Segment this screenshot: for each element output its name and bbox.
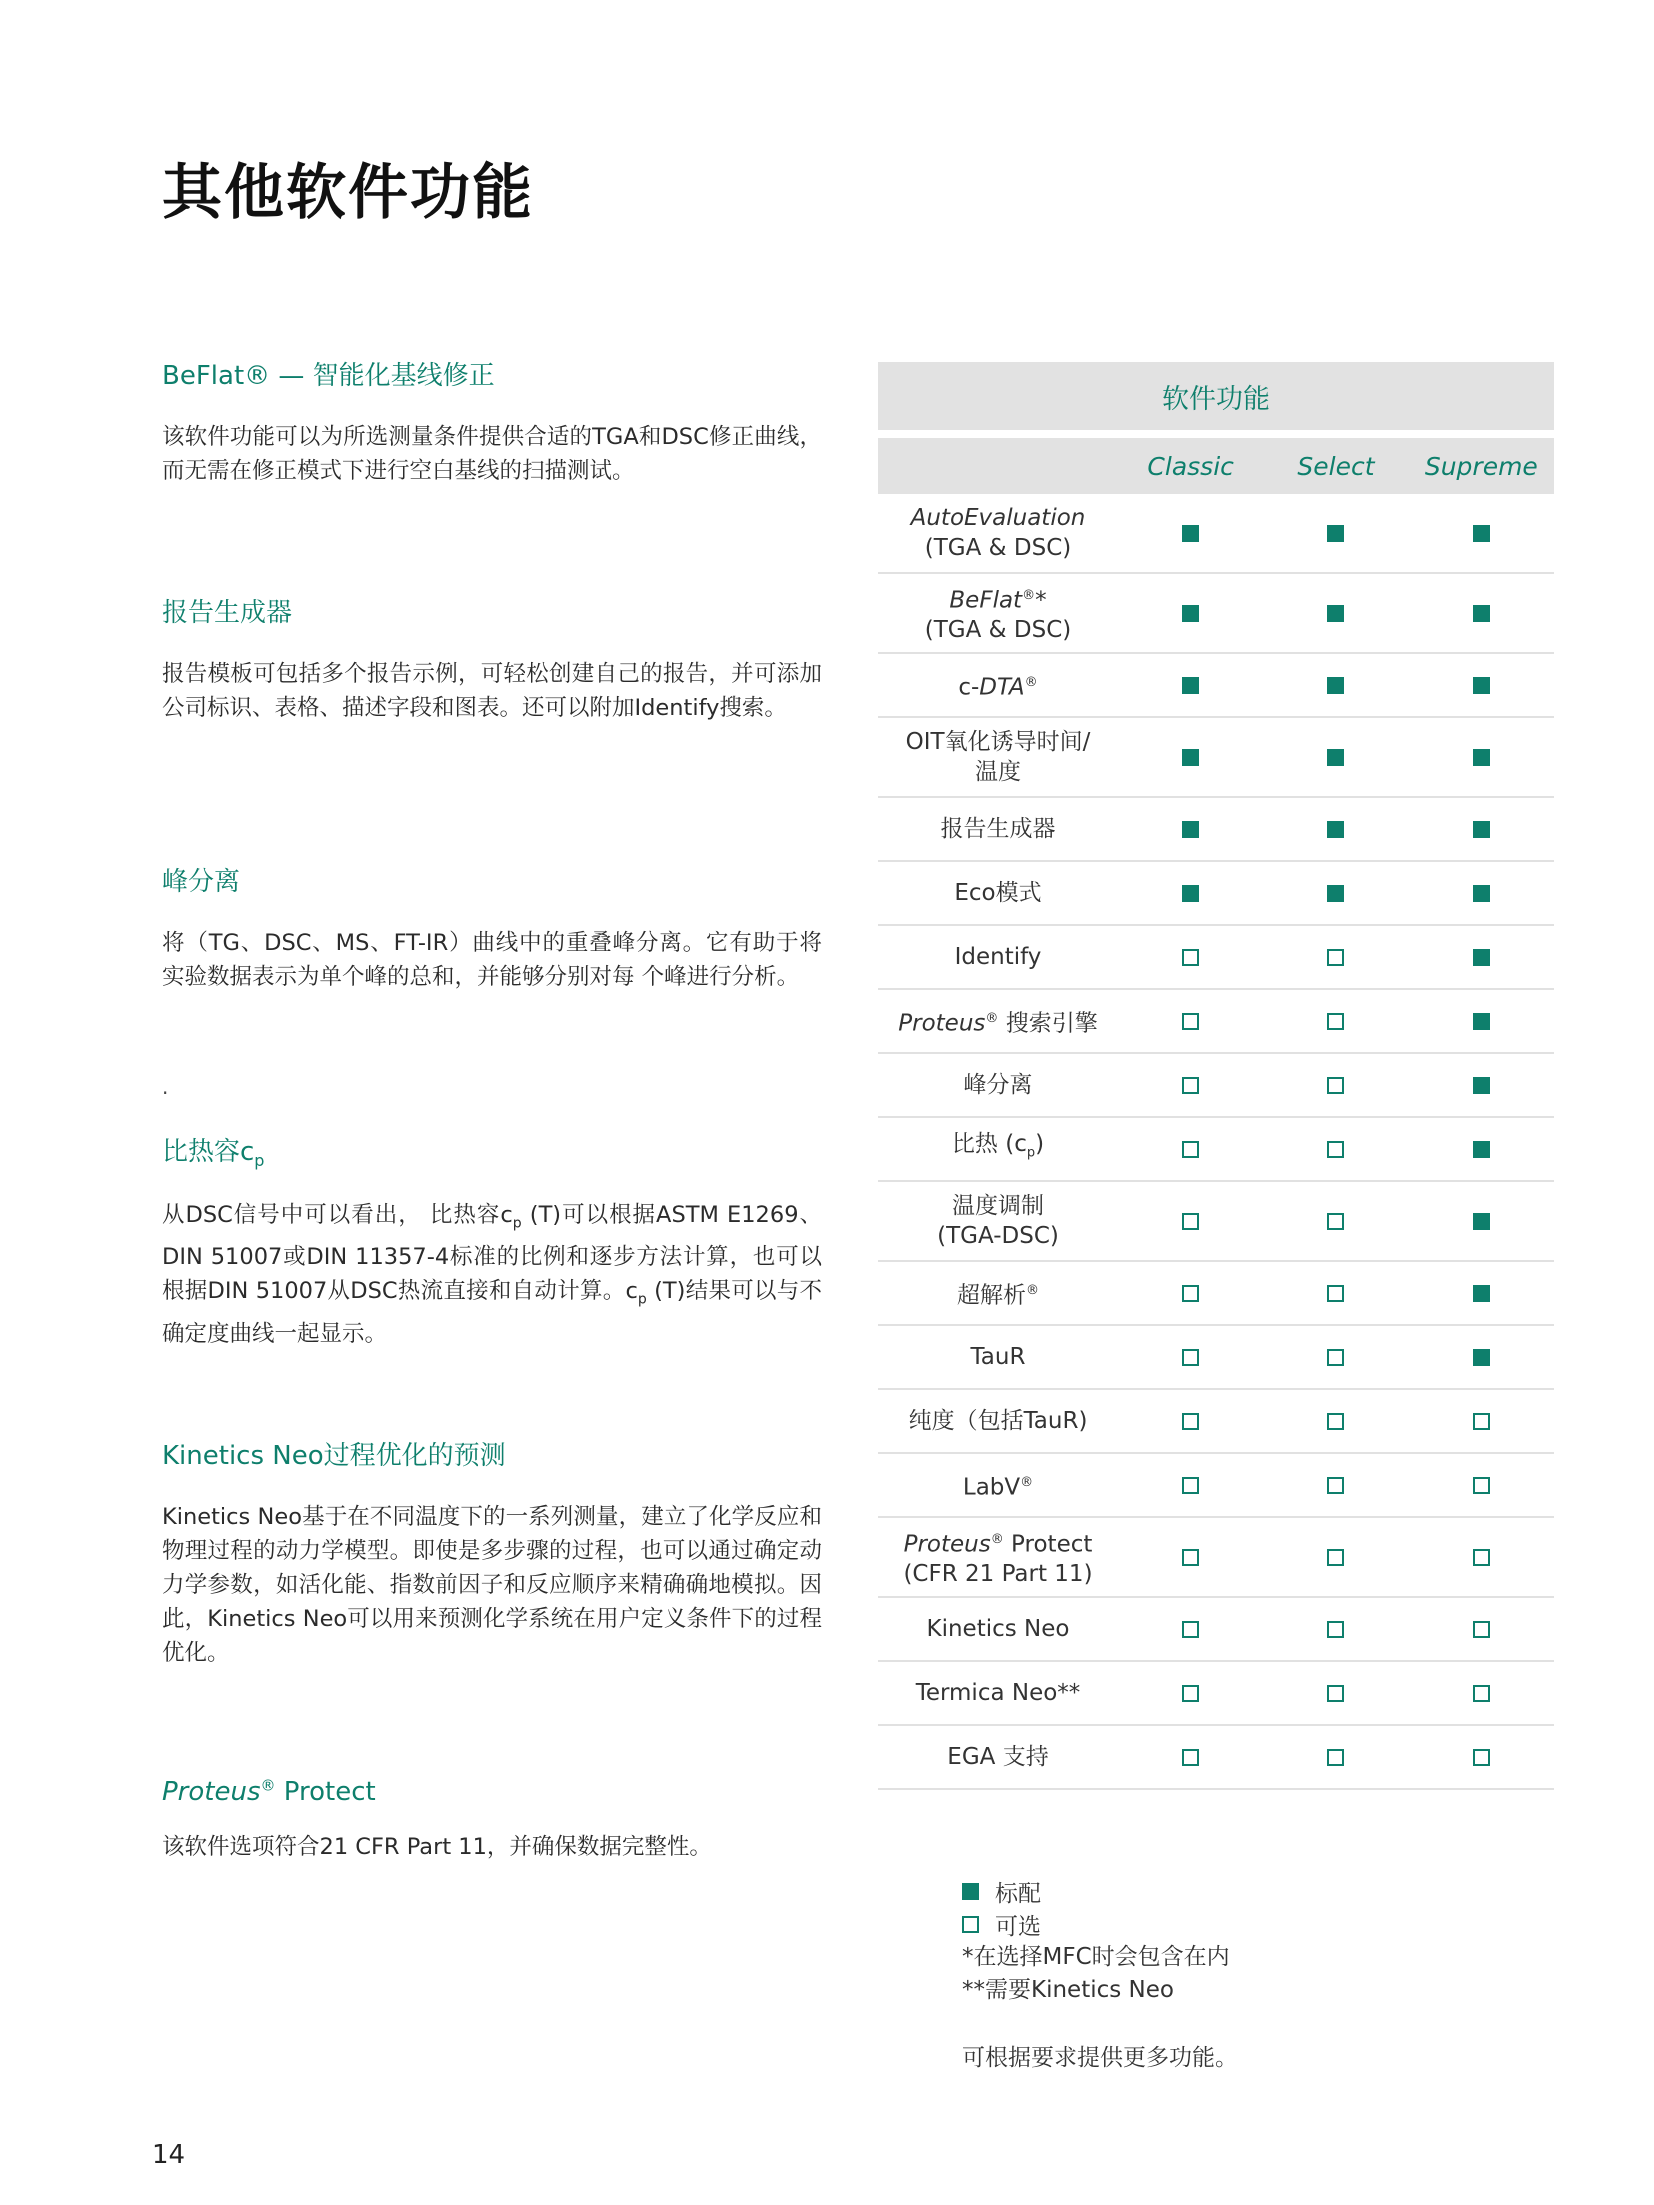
- filled-square-icon: [1473, 677, 1490, 694]
- table-row: [878, 1598, 1554, 1662]
- availability-cell: [1118, 1413, 1263, 1430]
- feature-label-part: OIT氧化诱导时间/: [905, 729, 1091, 755]
- feature-label-line: (TGA & DSC): [924, 617, 1072, 644]
- availability-cell: [1409, 1685, 1554, 1702]
- empty-square-icon: [1182, 1013, 1199, 1030]
- availability-cell: [1263, 1685, 1408, 1702]
- empty-square-icon: [1182, 1285, 1199, 1302]
- availability-cell: [1118, 1749, 1263, 1766]
- feature-label: [878, 1191, 1118, 1251]
- feature-label-line: [878, 503, 1118, 533]
- filled-square-icon: [1327, 677, 1344, 694]
- empty-square-icon: [1182, 1349, 1199, 1366]
- filled-square-icon: [1327, 749, 1344, 766]
- section-body: [162, 1198, 822, 1351]
- empty-square-icon: [1327, 1549, 1344, 1566]
- availability-cell: [1118, 821, 1263, 838]
- filled-square-icon: [1473, 1213, 1490, 1230]
- feature-label: [878, 1276, 1118, 1311]
- body-part-a: 从DSC信号中可以看出， 比热容c: [162, 1201, 513, 1228]
- feature-label-part: EGA 支持: [947, 1744, 1049, 1770]
- empty-square-icon: [1473, 1413, 1490, 1430]
- feature-label-line: [878, 1276, 1118, 1311]
- availability-cell: [1409, 1013, 1554, 1030]
- heading-sub: p: [254, 1151, 265, 1171]
- empty-square-icon: [1327, 1685, 1344, 1702]
- body-part-c: (T)结果可以与不确定度曲线一起显示。: [162, 1278, 822, 1347]
- availability-cell: [1118, 949, 1263, 966]
- availability-cell: [1409, 949, 1554, 966]
- empty-square-icon: [1182, 1141, 1199, 1158]
- filled-square-icon: [1182, 821, 1199, 838]
- table-row: [878, 1118, 1554, 1182]
- feature-label: [878, 1742, 1118, 1772]
- feature-label: [878, 1614, 1118, 1644]
- availability-cell: [1263, 677, 1408, 694]
- table-row: [878, 1182, 1554, 1262]
- body-sub-1: p: [512, 1215, 522, 1232]
- availability-cell: [1263, 1621, 1408, 1638]
- section-body: 将（TG、DSC、MS、FT-IR）曲线中的重叠峰分离。它有助于将实验数据表示为单个峰的总和，并能够分别对每 个峰进行分析。: [162, 929, 822, 990]
- empty-square-icon: [1182, 1749, 1199, 1766]
- feature-label-part: ®: [1020, 1474, 1034, 1490]
- table-row: [878, 654, 1554, 718]
- stray-dot: .: [162, 1075, 169, 1099]
- feature-label-part: ): [1035, 1131, 1045, 1158]
- feature-label-part: Eco模式: [954, 880, 1042, 906]
- section-heading: [162, 1136, 822, 1172]
- availability-cell: [1118, 1621, 1263, 1638]
- section-report-generator: [162, 597, 822, 725]
- empty-square-icon: [1473, 1749, 1490, 1766]
- feature-label-part: Kinetics Neo: [926, 1616, 1070, 1642]
- feature-label-part: DTA: [979, 674, 1025, 701]
- availability-cell: [1263, 1013, 1408, 1030]
- empty-square-icon: [1327, 1621, 1344, 1638]
- availability-cell: [1263, 949, 1408, 966]
- page-title: 其他软件功能: [162, 158, 534, 228]
- feature-label-part: Proteus: [903, 1531, 991, 1558]
- legend-more-features: 可根据要求提供更多功能。: [962, 2045, 1238, 2071]
- filled-square-icon: [1473, 885, 1490, 902]
- table-row: [878, 1662, 1554, 1726]
- feature-label: [878, 1070, 1118, 1100]
- section-heading: 报告生成器: [162, 598, 293, 628]
- availability-cell: [1263, 1077, 1408, 1094]
- availability-cell: [1263, 1213, 1408, 1230]
- feature-label-part: 超解析: [957, 1282, 1026, 1309]
- feature-label-part: ®: [1026, 1282, 1039, 1298]
- table-row: [878, 718, 1554, 798]
- feature-label: [878, 878, 1118, 908]
- feature-label-line: [878, 727, 1118, 757]
- availability-cell: [1409, 1749, 1554, 1766]
- filled-square-icon: [962, 1883, 979, 1900]
- feature-label: [878, 1525, 1118, 1590]
- filled-square-icon: [1182, 605, 1199, 622]
- filled-square-icon: [1473, 1285, 1490, 1302]
- availability-cell: [1409, 1077, 1554, 1094]
- feature-label-line: (TGA-DSC): [937, 1223, 1059, 1249]
- availability-cell: [1409, 1349, 1554, 1366]
- body-sub-2: p: [637, 1291, 647, 1308]
- table-row: [878, 1726, 1554, 1790]
- body-part-b: (T)可以根据ASTM E1269、DIN 51007或DIN 11357-4标准的比例和逐步方法计算，也可以根据DIN 51007从DSC热流直接和自动计算。c: [162, 1201, 822, 1305]
- empty-square-icon: [1182, 1077, 1199, 1094]
- empty-square-icon: [1182, 949, 1199, 966]
- feature-label: [878, 581, 1118, 646]
- feature-label-part: p: [1026, 1145, 1036, 1161]
- filled-square-icon: [1473, 525, 1490, 542]
- filled-square-icon: [1473, 749, 1490, 766]
- heading-main: Proteus: [162, 1777, 261, 1807]
- empty-square-icon: [1182, 1413, 1199, 1430]
- availability-cell: [1118, 1213, 1263, 1230]
- column-header-select: Select: [1297, 451, 1375, 481]
- table-row: [878, 926, 1554, 990]
- legend: [962, 1875, 1238, 2072]
- availability-cell: [1263, 1285, 1408, 1302]
- feature-label-line: [878, 1614, 1118, 1644]
- column-header-supreme: Supreme: [1424, 451, 1538, 481]
- filled-square-icon: [1327, 885, 1344, 902]
- availability-cell: [1118, 1285, 1263, 1302]
- empty-square-icon: [1327, 1285, 1344, 1302]
- availability-cell: [1409, 885, 1554, 902]
- availability-cell: [1263, 821, 1408, 838]
- availability-cell: [1409, 677, 1554, 694]
- availability-cell: [1409, 1549, 1554, 1566]
- section-beflat: [162, 360, 822, 488]
- legend-optional: [962, 1908, 1238, 1941]
- feature-label-line: [878, 814, 1118, 844]
- feature-label-line: [878, 1742, 1118, 1772]
- filled-square-icon: [1473, 821, 1490, 838]
- feature-label-part: BeFlat: [949, 587, 1023, 614]
- empty-square-icon: [1327, 1413, 1344, 1430]
- feature-label-line: [878, 1525, 1118, 1560]
- feature-label-line: [878, 942, 1118, 972]
- feature-label-part: TauR: [970, 1344, 1026, 1370]
- availability-cell: [1409, 1413, 1554, 1430]
- feature-label: [878, 942, 1118, 972]
- empty-square-icon: [1182, 1213, 1199, 1230]
- filled-square-icon: [1473, 1077, 1490, 1094]
- availability-cell: [1118, 1549, 1263, 1566]
- feature-label-line: 温度: [975, 759, 1021, 785]
- empty-square-icon: [1327, 1213, 1344, 1230]
- table-row: [878, 574, 1554, 654]
- legend-standard: [962, 1875, 1238, 1908]
- section-heading: BeFlat® — 智能化基线修正: [162, 361, 495, 391]
- filled-square-icon: [1182, 525, 1199, 542]
- availability-cell: [1263, 1749, 1408, 1766]
- section-heading: Kinetics Neo过程优化的预测: [162, 1441, 506, 1471]
- filled-square-icon: [1182, 677, 1199, 694]
- feature-label: [878, 1406, 1118, 1436]
- availability-cell: [1118, 1013, 1263, 1030]
- section-kinetics-neo: [162, 1440, 822, 1670]
- feature-label-part: 比热 (c: [951, 1131, 1027, 1158]
- availability-cell: [1263, 1413, 1408, 1430]
- empty-square-icon: [1327, 1141, 1344, 1158]
- table-row: [878, 990, 1554, 1054]
- filled-square-icon: [1327, 605, 1344, 622]
- empty-square-icon: [1327, 1749, 1344, 1766]
- table-body: [878, 494, 1554, 1790]
- table-header: 软件功能: [878, 362, 1554, 430]
- feature-label: [878, 503, 1118, 563]
- empty-square-icon: [1182, 1685, 1199, 1702]
- legend-note-kinetics: **需要Kinetics Neo: [962, 1977, 1174, 2003]
- empty-square-icon: [962, 1916, 979, 1933]
- feature-label-part: 纯度（包括TauR): [908, 1408, 1088, 1434]
- feature-label: [878, 1678, 1118, 1708]
- availability-cell: [1409, 1141, 1554, 1158]
- table-row: [878, 1454, 1554, 1518]
- availability-cell: [1263, 1549, 1408, 1566]
- legend-note-mfc: *在选择MFC时会包含在内: [962, 1944, 1230, 1970]
- feature-label-part: 峰分离: [963, 1072, 1033, 1098]
- section-heading: 峰分离: [162, 867, 241, 897]
- section-body: 该软件功能可以为所选测量条件提供合适的TGA和DSC修正曲线，而无需在修正模式下进行空白基线的扫描测试。: [162, 423, 822, 484]
- feature-label-part: Termica Neo**: [915, 1680, 1081, 1706]
- feature-label-part: ®: [1024, 674, 1038, 690]
- availability-cell: [1118, 1685, 1263, 1702]
- legend-standard-label: 标配: [995, 1881, 1041, 1907]
- table-column-headers: [878, 438, 1554, 494]
- availability-cell: [1409, 1213, 1554, 1230]
- feature-label-line: [878, 1468, 1118, 1503]
- feature-label-line: [878, 878, 1118, 908]
- table-row: [878, 1390, 1554, 1454]
- empty-square-icon: [1182, 1549, 1199, 1566]
- availability-cell: [1118, 1141, 1263, 1158]
- availability-cell: [1118, 1077, 1263, 1094]
- feature-label-line: [878, 1129, 1118, 1169]
- empty-square-icon: [1327, 949, 1344, 966]
- availability-cell: [1409, 605, 1554, 622]
- empty-square-icon: [1327, 1477, 1344, 1494]
- section-heading: [162, 1776, 822, 1810]
- section-proteus-protect: [162, 1776, 822, 1864]
- empty-square-icon: [1182, 1477, 1199, 1494]
- availability-cell: [1263, 605, 1408, 622]
- feature-label-line: [878, 668, 1118, 703]
- feature-label: [878, 1468, 1118, 1503]
- availability-cell: [1263, 1141, 1408, 1158]
- availability-cell: [1263, 1349, 1408, 1366]
- filled-square-icon: [1182, 885, 1199, 902]
- feature-label-part: *: [1035, 587, 1047, 614]
- availability-cell: [1409, 1621, 1554, 1638]
- feature-label: [878, 727, 1118, 787]
- availability-cell: [1118, 1349, 1263, 1366]
- feature-label-part: Proteus: [898, 1010, 986, 1037]
- availability-cell: [1263, 525, 1408, 542]
- availability-cell: [1263, 885, 1408, 902]
- table-row: [878, 1326, 1554, 1390]
- filled-square-icon: [1473, 1349, 1490, 1366]
- feature-label-line: [878, 1191, 1118, 1221]
- empty-square-icon: [1327, 1077, 1344, 1094]
- feature-label-line: [878, 1678, 1118, 1708]
- filled-square-icon: [1182, 749, 1199, 766]
- section-peak-separation: [162, 866, 822, 994]
- empty-square-icon: [1473, 1549, 1490, 1566]
- feature-label-line: (TGA & DSC): [924, 535, 1072, 561]
- empty-square-icon: [1473, 1685, 1490, 1702]
- feature-label: [878, 814, 1118, 844]
- feature-label-part: ®: [985, 1010, 999, 1026]
- availability-cell: [1118, 525, 1263, 542]
- availability-cell: [1409, 525, 1554, 542]
- availability-cell: [1118, 885, 1263, 902]
- section-specific-heat: [162, 1136, 822, 1351]
- feature-label-part: ®: [1022, 587, 1036, 603]
- table-row: [878, 1054, 1554, 1118]
- filled-square-icon: [1327, 821, 1344, 838]
- feature-label-line: [878, 581, 1118, 616]
- availability-cell: [1409, 749, 1554, 766]
- feature-label-part: LabV: [962, 1474, 1021, 1501]
- feature-label-part: Protect: [1003, 1531, 1093, 1558]
- section-body: Kinetics Neo基于在不同温度下的一系列测量，建立了化学反应和物理过程的动力学模型。即使是多步骤的过程，也可以通过确定动力学参数，如活化能、指数前因子和反应顺序来精确确地模拟。因此，Kinetics Neo可以用来预测化学系统在用户定义条件下的过程优化。: [162, 1503, 822, 1666]
- empty-square-icon: [1182, 1621, 1199, 1638]
- heading-main: 比热容c: [162, 1137, 255, 1167]
- feature-label-line: [878, 1342, 1118, 1372]
- heading-rest: Protect: [275, 1777, 376, 1807]
- feature-label-line: [878, 1070, 1118, 1100]
- feature-label: [878, 1004, 1118, 1039]
- feature-table: [878, 362, 1554, 1790]
- feature-label: [878, 668, 1118, 703]
- table-row: [878, 798, 1554, 862]
- filled-square-icon: [1473, 1013, 1490, 1030]
- feature-label-part: Identify: [954, 944, 1042, 970]
- empty-square-icon: [1327, 1349, 1344, 1366]
- availability-cell: [1409, 1477, 1554, 1494]
- filled-square-icon: [1327, 525, 1344, 542]
- availability-cell: [1263, 749, 1408, 766]
- column-header-classic: Classic: [1147, 451, 1234, 481]
- feature-label-part: ®: [990, 1531, 1004, 1547]
- section-body: 报告模板可包括多个报告示例，可轻松创建自己的报告，并可添加公司标识、表格、描述字段和图表。还可以附加Identify搜索。: [162, 660, 822, 721]
- table-row: [878, 862, 1554, 926]
- heading-sup: ®: [260, 1776, 276, 1795]
- table-row: [878, 1518, 1554, 1598]
- availability-cell: [1409, 821, 1554, 838]
- table-row: [878, 494, 1554, 574]
- filled-square-icon: [1473, 605, 1490, 622]
- feature-label-part: 温度调制: [952, 1193, 1044, 1219]
- feature-label-part: AutoEvaluation: [910, 505, 1086, 531]
- availability-cell: [1118, 605, 1263, 622]
- filled-square-icon: [1473, 949, 1490, 966]
- empty-square-icon: [1327, 1013, 1344, 1030]
- availability-cell: [1118, 1477, 1263, 1494]
- page-number: 14: [152, 2140, 186, 2170]
- table-row: [878, 1262, 1554, 1326]
- feature-label-line: [878, 1004, 1118, 1039]
- feature-label-part: c-: [958, 674, 980, 701]
- availability-cell: [1263, 1477, 1408, 1494]
- feature-label-line: (CFR 21 Part 11): [903, 1561, 1093, 1588]
- filled-square-icon: [1473, 1141, 1490, 1158]
- feature-label-line: [878, 1406, 1118, 1436]
- section-body: 该软件选项符合21 CFR Part 11，并确保数据完整性。: [162, 1833, 712, 1860]
- feature-label: [878, 1342, 1118, 1372]
- availability-cell: [1409, 1285, 1554, 1302]
- feature-label: [878, 1129, 1118, 1169]
- empty-square-icon: [1473, 1621, 1490, 1638]
- feature-label-part: 报告生成器: [940, 816, 1056, 842]
- legend-optional-label: 可选: [995, 1914, 1041, 1940]
- availability-cell: [1118, 677, 1263, 694]
- feature-label-part: 搜索引擎: [998, 1010, 1098, 1037]
- availability-cell: [1118, 749, 1263, 766]
- empty-square-icon: [1473, 1477, 1490, 1494]
